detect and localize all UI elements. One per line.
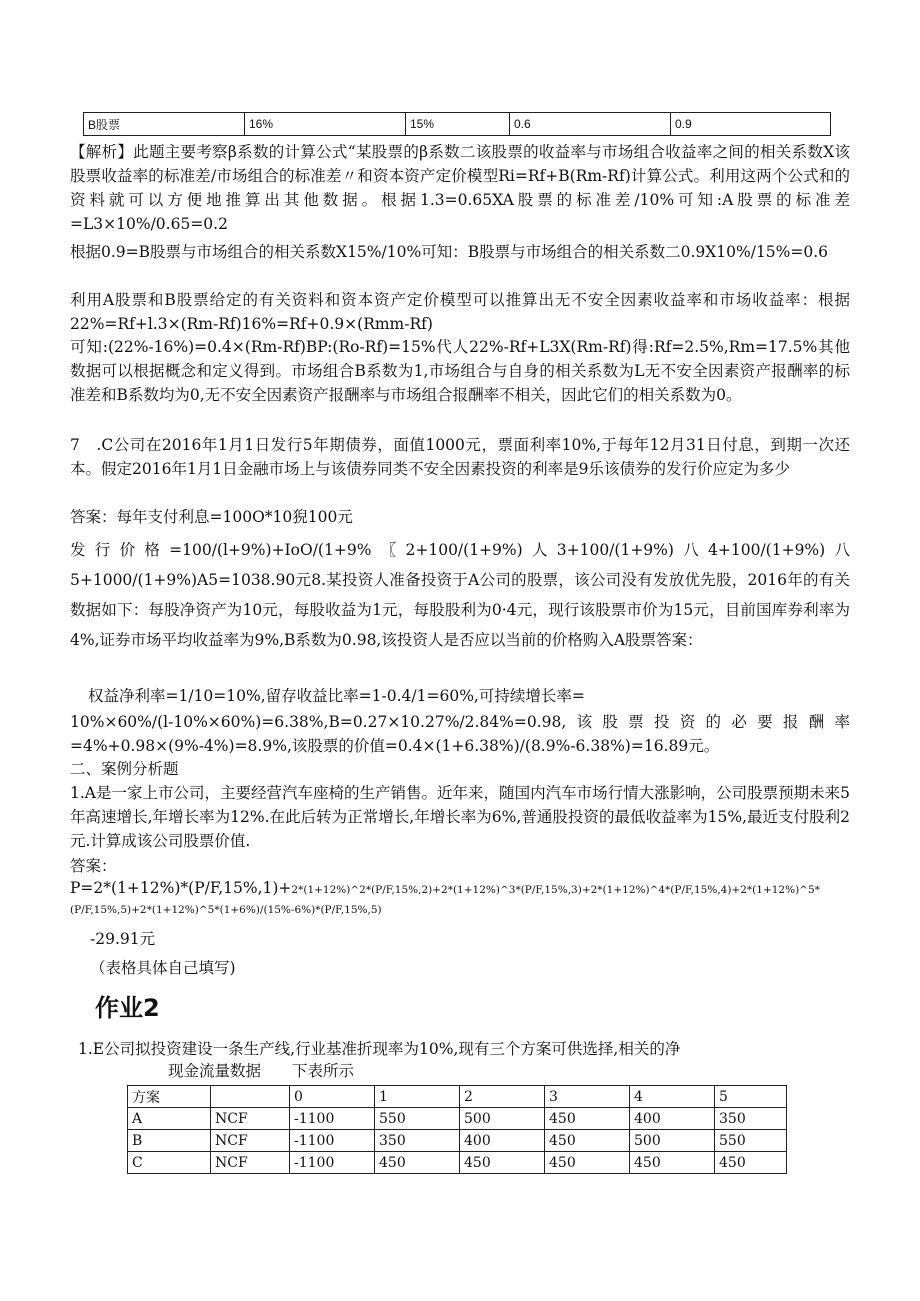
table-cell: 450 [545, 1108, 630, 1130]
table-header-row [128, 1086, 787, 1108]
table-cell [211, 1086, 290, 1108]
formula-rest: 2*(1+12%)^2*(P/F,15%,2)+2*(1+12%)^3*(P/F,15%,3)+2*(1+12%)^4*(P/F,15%,4)+2*(1+12%)^5*(P/F,15%,5)+2*(1+12%)^5*(1+6%)/(15%-6%)*(P/F,15%,5) [70, 884, 820, 916]
table-cell: 450 [460, 1152, 545, 1174]
result-value: -29.91元 [90, 930, 156, 948]
table-caption-left: 现金流量数据 [168, 1062, 262, 1080]
table-row [128, 1108, 787, 1130]
table-cell: B [128, 1130, 211, 1152]
paragraph: 10%×60%/(l-10%×60%)=6.38%,B=0.27×10.27%/2.84%=0.98,该股票投资的必要报酬率=4%+0.98×(9%-4%)=8.9%,该股票的价值=0.4×(1+6.38%)/(8.9%-6.38%)=16.89元。 [70, 713, 850, 755]
table-cell: 15% [406, 113, 510, 136]
table-cell: 方案 [128, 1086, 211, 1108]
table-cell: 0 [290, 1086, 375, 1108]
answer-line: 答案：每年支付利息=100O*10猊100元 [70, 508, 353, 526]
table-cell: 450 [545, 1152, 630, 1174]
case-question: 1.A是一家上市公司，主要经营汽车座椅的生产销售。近年来，随国内汽车市场行情大涨影响，公司股票预期未来5年高速增长,年增长率为12%.在此后转为正常增长,年增长率为6%,普通股投资的最低收益率为15%,最近支付股利2元.计算成该公司股票价值. [70, 784, 850, 850]
table-cell: 3 [545, 1086, 630, 1108]
paragraph: 发行价格=100/(l+9%)+IoO/(1+9%〖2+100/(1+9%)人3+100/(1+9%)八4+100/(1+9%)八5+1000/(1+9%)A5=1038.90元8.某投资人准备投资于A公司的股票，该公司没有发放优先股，2016年的有关数据如下：每股净资产为10元，每股收益为1元，每股股利为0·4元，现行该股票市价为15元，目前国库券利率为4%,证券市场平均收益率为9%,B系数为0.98,该投资人是否应以当前的价格购入A股票答案： [70, 541, 850, 649]
note-line: （表格具体自己填写) [90, 959, 236, 977]
question-1: 1.E公司拟投资建设一条生产线,行业基准折现率为10%,现有三个方案可供选择,相关的净 [78, 1040, 681, 1058]
table-cell: 450 [715, 1152, 787, 1174]
table-cell: 400 [460, 1130, 545, 1152]
homework-2-title: 作业2 [95, 994, 160, 1022]
paragraph: 可知:(22%-16%)=0.4×(Rm-Rf)BP:(Ro-Rf)=15%代人22%-Rf+L3X(Rm-Rf)得:Rf=2.5%,Rm=17.5%其他数据可以根据概念和定义得到。市场组合B系数为1,市场组合与自身的相关系数为L无不安全因素资产报酬率的标准差和B系数均为0,无不安全因素资产报酬率与市场组合报酬率不相关，因此它们的相关系数为0。 [70, 338, 850, 404]
table-cell: -1100 [290, 1152, 375, 1174]
table-cell: -1100 [290, 1130, 375, 1152]
cash-flow-table [127, 1085, 787, 1174]
table-cell: A [128, 1108, 211, 1130]
table-cell: NCF [211, 1108, 290, 1130]
table-cell: C [128, 1152, 211, 1174]
table-cell: 5 [715, 1086, 787, 1108]
analysis-paragraph: 【解析】此题主要考察β系数的计算公式“某股票的β系数二该股票的收益率与市场组合收益率之间的相关系数X该股票收益率的标准差/市场组合的标准差〃和资本资产定价模型Ri=Rf+B(Rm-Rf)计算公式。利用这两个公式和的资料就可以方便地推算出其他数据。根据1.3=0.65XA股票的标准差/10%可知:A股票的标准差=L3×10%/0.65=0.2 [70, 143, 850, 233]
formula-paragraph [70, 878, 850, 918]
table-cell: 0.9 [671, 113, 831, 136]
table-cell: 1 [375, 1086, 460, 1108]
table-cell: 500 [630, 1130, 715, 1152]
table-cell: 16% [245, 113, 406, 136]
table-cell: B股票 [84, 113, 245, 136]
table-cell: 550 [715, 1130, 787, 1152]
table-cell: 450 [630, 1152, 715, 1174]
table-row [128, 1130, 787, 1152]
paragraph: 利用A股票和B股票给定的有关资料和资本资产定价模型可以推算出无不安全因素收益率和市场收益率：根据22%=Rf+l.3×(Rm-Rf)16%=Rf+0.9×(Rmm-Rf) [70, 291, 850, 333]
table-cell: NCF [211, 1152, 290, 1174]
paragraph: 权益净利率=1/10=10%,留存收益比率=1-0.4/1=60%,可持续增长率= [88, 687, 585, 705]
answer-line: 答案： [70, 857, 117, 875]
section-heading: 二、案例分析题 [70, 760, 179, 778]
table-cell: 0.6 [510, 113, 671, 136]
table-cell: 450 [545, 1130, 630, 1152]
table-cell: 400 [630, 1108, 715, 1130]
table-cell: 2 [460, 1086, 545, 1108]
table-row [128, 1152, 787, 1174]
table-cell: 4 [630, 1086, 715, 1108]
table-cell: 500 [460, 1108, 545, 1130]
paragraph: 根据0.9=B股票与市场组合的相关系数X15%/10%可知：B股票与市场组合的相关系数二0.9X10%/15%=0.6 [70, 243, 829, 261]
table-row [84, 113, 831, 136]
table-cell: 350 [715, 1108, 787, 1130]
stock-table-fragment [83, 112, 831, 136]
table-cell: 550 [375, 1108, 460, 1130]
table-cell: NCF [211, 1130, 290, 1152]
formula-start: P=2*(1+12%)*(P/F,15%,1)+ [70, 879, 292, 897]
table-cell: -1100 [290, 1108, 375, 1130]
table-cell: 450 [375, 1152, 460, 1174]
table-caption-right: 下表所示 [292, 1062, 355, 1080]
table-cell: 350 [375, 1130, 460, 1152]
question-7: 7 .C公司在2016年1月1日发行5年期债券，面值1000元，票面利率10%,于每年12月31日付息，到期一次还本。假定2016年1月1日金融市场上与该债券同类不安全因素投资的利率是9乐该债券的发行价应定为多少 [70, 436, 850, 478]
